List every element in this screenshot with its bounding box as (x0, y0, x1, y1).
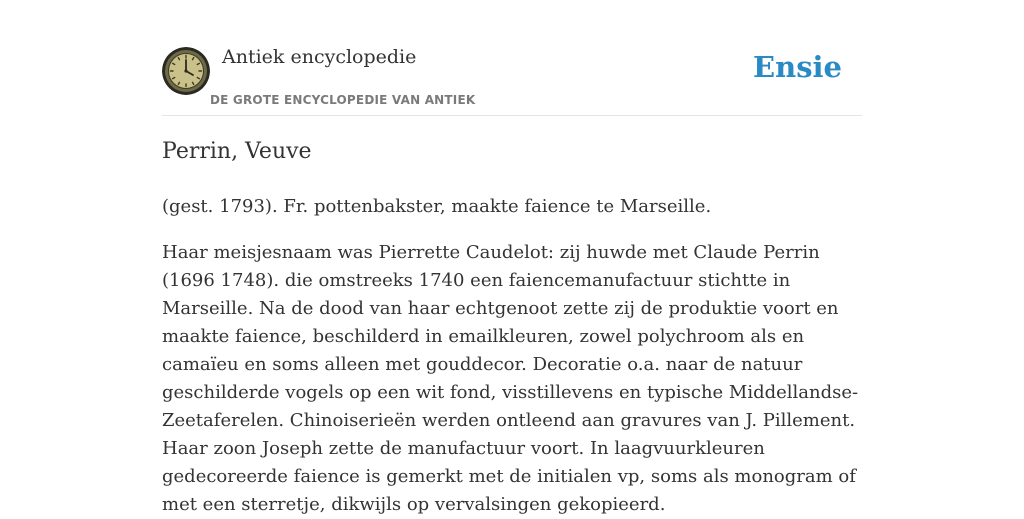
site-title[interactable]: Antiek encyclopedie (222, 46, 417, 68)
site-subtitle: DE GROTE ENCYCLOPEDIE VAN ANTIEK (210, 93, 476, 107)
page-title: Perrin, Veuve (162, 139, 312, 164)
clock-logo-icon[interactable] (162, 47, 210, 95)
brand-logo[interactable]: Ensie (753, 50, 842, 84)
article-body: Haar meisjesnaam was Pierrette Caudelot: zij huwde met Claude Perrin (1696 1748). die omstreeks 1740 een faiencemanufactuur stichtte in Marseille. Na de dood van haar echtgenoot zette zij de produktie voort en maakte faience, beschilderd in emailkleuren, zowel polychroom als en camaïeu en soms alleen met gouddecor. Decoratie o.a. naar de natuur geschilderde vogels op een wit fond, visstillevens en typische Middellandse-Zeetaferelen. Chinoiserieën werden ontleend aan gravures van J. Pillement. Haar zoon Joseph zette de manufactuur voort. In laagvuurkleuren gedecoreerde faience is gemerkt met de initialen vp, soms als monogram of met een sterretje, dikwijls op vervalsingen gekopieerd. (162, 242, 859, 515)
article-intro: (gest. 1793). Fr. pottenbakster, maakte faience te Marseille. (162, 196, 712, 217)
site-header (162, 0, 862, 116)
page (162, 0, 862, 515)
